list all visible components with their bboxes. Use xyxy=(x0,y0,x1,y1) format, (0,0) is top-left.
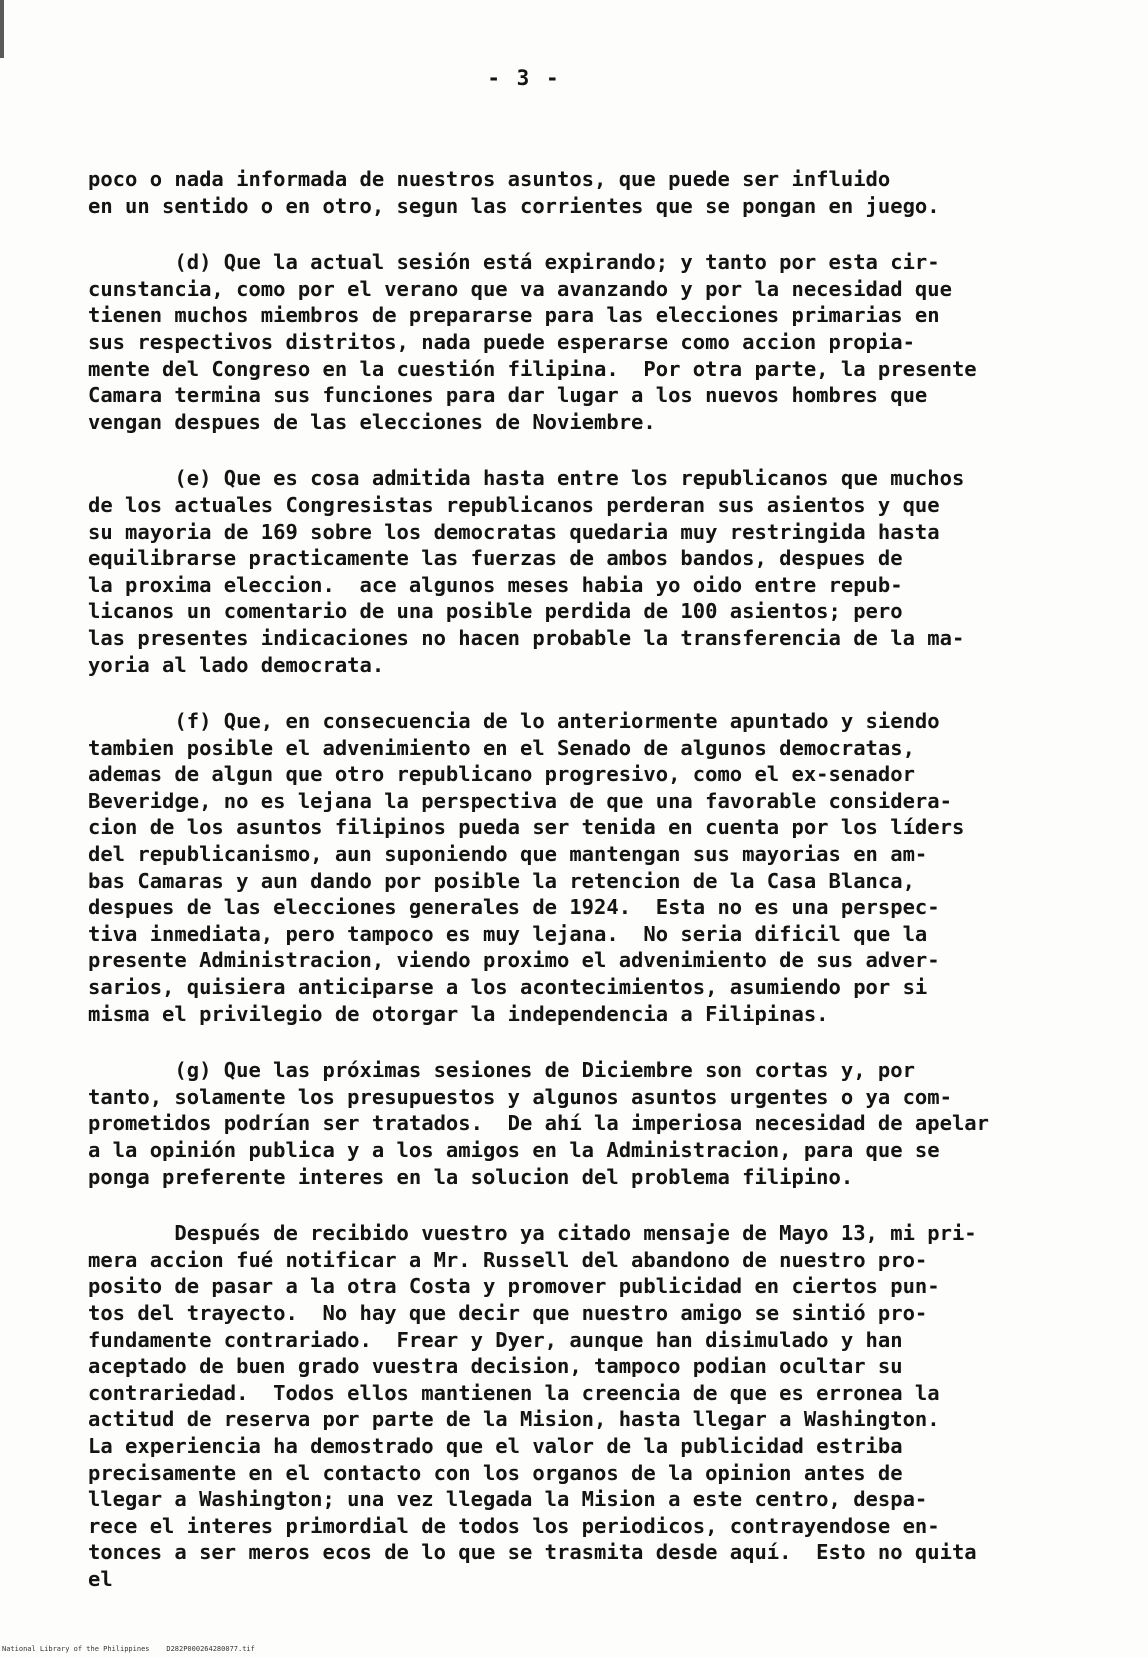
margin-mark xyxy=(0,0,4,58)
document-body xyxy=(88,166,1058,1593)
archive-footer: National Library of the Philippines D282P000264280077.tif xyxy=(2,1645,255,1653)
paragraph-g: (g) Que las próximas sesiones de Diciembre son cortas y, por tanto, solamente los presupuestos y algunos asuntos urgentes o ya com- prometidos podrían ser tratados. De ahí la imperiosa necesidad de apelar a la opinión publica y a los amigos en la Administracion, para que se ponga preferente interes en la solucion del problema filipino. xyxy=(88,1058,989,1189)
paragraph-f: (f) Que, en consecuencia de lo anteriormente apuntado y siendo tambien posible el advenimiento en el Senado de algunos democratas, ademas de algun que otro republicano progresivo, como el ex-senador Beveridge, no es lejana la perspectiva de que una favorable considera- cion de los asuntos filipinos pueda ser tenida en cuenta por los líders del republicanismo, aun suponiendo que mantengan sus mayorias en am- bas Camaras y aun dando por posible la retencion de la Casa Blanca, despues de las elecciones generales de 1924. Esta no es una perspec- tiva inmediata, pero tampoco es muy lejana. No seria dificil que la presente Administracion, viendo proximo el advenimiento de sus adver- sarios, quisiera anticiparse a los acontecimientos, asumiendo por si misma el privilegio de otorgar la independencia a Filipinas. xyxy=(88,709,965,1026)
paragraph-e: (e) Que es cosa admitida hasta entre los republicanos que muchos de los actuales Congresistas republicanos perderan sus asientos y que su mayoria de 169 sobre los democratas quedaria muy restringida hasta equilibrarse practicamente las fuerzas de ambos bandos, despues de la proxima eleccion. ace algunos meses habia yo oido entre repub- licanos un comentario de una posible perdida de 100 asientos; pero las presentes indicaciones no hacen probable la transferencia de la ma- yoria al lado democrata. xyxy=(88,466,965,677)
paragraph-intro: poco o nada informada de nuestros asuntos, que puede ser influido en un sentido o en otro, segun las corrientes que se pongan en juego. xyxy=(88,167,940,218)
paragraph-mensaje: Después de recibido vuestro ya citado mensaje de Mayo 13, mi pri- mera accion fué notificar a Mr. Russell del abandono de nuestro pro- posito de pasar a la otra Costa y promover publicidad en ciertos pun- tos del trayecto. No hay que decir que nuestro amigo se sintió pro- fundamente contrariado. Frear y Dyer, aunque han disimulado y han aceptado de buen grado vuestra decision, tampoco podian ocultar su contrariedad. Todos ellos mantienen la creencia de que es erronea la actitud de reserva por parte de la Mision, hasta llegar a Washington. La experiencia ha demostrado que el valor de la publicidad estriba precisamente en el contacto con los organos de la opinion antes de llegar a Washington; una vez llegada la Mision a este centro, despa- rece el interes primordial de todos los periodicos, contrayendose en- tonces a ser meros ecos de lo que se trasmita desde aquí. Esto no quita el xyxy=(88,1221,977,1591)
page-number: - 3 - xyxy=(487,66,561,90)
paragraph-d: (d) Que la actual sesión está expirando; y tanto por esta cir- cunstancia, como por el verano que va avanzando y por la necesidad que tienen muchos miembros de prepararse para las elecciones primarias en sus respectivos distritos, nada puede esperarse como accion propia- mente del Congreso en la cuestión filipina. Por otra parte, la presente Camara termina sus funciones para dar lugar a los nuevos hombres que vengan despues de las elecciones de Noviembre. xyxy=(88,250,977,434)
